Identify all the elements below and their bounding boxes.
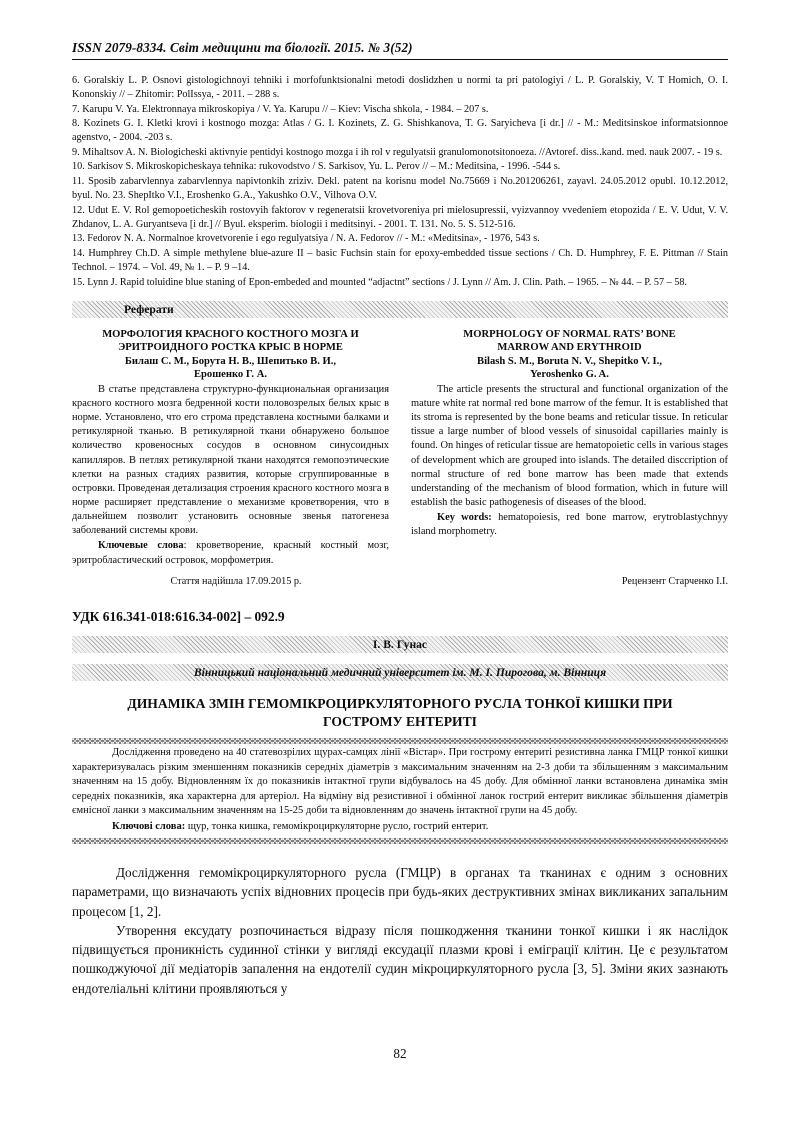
zigzag-divider-bottom: [72, 838, 728, 844]
abstract-title-line: MARROW AND ERYTHROID: [497, 342, 642, 354]
submission-reviewer-row: [72, 576, 728, 587]
affiliation-name: Вінницький національний медичний університет ім. М. І. Пирогова, м. Вінниця: [193, 665, 607, 679]
abstracts-columns: [72, 328, 728, 568]
abstract-title-line: MORPHOLOGY OF NORMAL RATS’ BONE: [463, 328, 676, 340]
abstract-title-line: ЭРИТРОИДНОГО РОСТКА КРЫС В НОРМЕ: [118, 342, 343, 354]
article-keywords-text: щур, тонка кишка, гемомікроциркуляторне русло, гострий ентерит.: [185, 820, 489, 832]
abstract-russian: [72, 328, 389, 568]
abstract-authors-line: Bilash S. M., Boruta N. V., Shepitko V. I.,: [477, 355, 662, 367]
abstract-authors: [72, 355, 389, 382]
body-paragraph: Утворення ексудату розпочинається відразу після пошкодження тканини тонкої кишки і як наслідок підвищується проникність судинної стінки у вигляді ексудації плазми крові і еміграції клітин. Це є результатом пошкоджуючої дії медіаторів запалення на ендотелії судин мікроциркуляторного русла [3, 5]. Зміни яких зазнають ендотеліальні клітини проявляються у: [72, 922, 728, 996]
abstract-keywords: [411, 511, 728, 539]
reference-item: 7. Karupu V. Ya. Elektronnaya mikroskopiya / V. Ya. Karupu // – Kiev: Vischa shkola, - 1984. – 207 s.: [72, 103, 489, 115]
article-title-line: ГОСТРОМУ ЕНТЕРИТІ: [323, 713, 477, 729]
running-head: ISSN 2079-8334. Світ медицини та біології. 2015. № 3(52): [72, 40, 728, 60]
zigzag-divider-top: [72, 738, 728, 744]
page-number: 82: [393, 1046, 407, 1061]
reference-item: 14. Humphrey Ch.D. A simple methylene blue-azure II – basic Fuchsin stain for epoxy-embedded tissue sections / Ch. D. Humphrey, F. E. Pittman // Stain Technol. – 1974. – Vol. 49, № 1. – P. 9 –14.: [72, 247, 728, 274]
article-keywords-label: Ключові слова:: [112, 820, 186, 832]
abstract-body: В статье представлена структурно-функциональная организация красного костного мозга бедренной кости половозрелых белых крыс в норме. Установлено, что его строма представлена костными балками и ретикулярной тканью. В ретикулярной ткани обнаружено большое количество кровеносных сосудов в основном синусоидных капилляров. В петлях ретикулярной ткани находятся гемопоэтические клетки на разных стадиях развития, которые сгруппированные в островки. Проведеная детализация строения красного костного мозга в норме расширяет представление о механизме кроветворения, что в дальнейшем позволит установить основные звенья патогенеза заболеваний системы крови.: [72, 383, 389, 537]
abstract-keywords-text: : кроветворение, красный костный мозг, эритробластический островок, морфометрия.: [72, 540, 390, 566]
abstract-title: [411, 328, 728, 355]
article-abstract: Дослідження проведено на 40 статевозрілих щурах-самцях лінії «Вістар». При гострому ентериті резистивна ланка ГМЦР тонкої кишки характеризувалась різким зменшенням показників середніх діаметрів з максимальним значенням на 2-3 доби та збільшенням з максимальним значенням на 15 добу. Відновленням їх до показників інтактної групи відбувалось на 45 добу. Для обмінної ланки встановлена динаміка змін середніх показників, яка характерна для артеріол. На відміну від резистивної і обмінної ланок гострий ентерит викликає збільшення діаметрів ємнісної ланки з максимальним значенням на 15-25 доби та відновленням до значень інтактної групи на 45 добу.: [72, 747, 728, 817]
article-body: [72, 863, 728, 998]
abstract-english: [411, 328, 728, 568]
author-band: [72, 636, 728, 653]
reference-item: 6. Goralskiy L. P. Osnovi gistologichnoyi tehniki i morfofunktsionalni metodi doslidzhen u normi ta pri patologiyi / L. P. Goralskiy, V. T Homich, O. I. Kononskiy // – Zhitomir: PolIssya, - 2011. – 288 s.: [72, 75, 728, 101]
abstract-keywords-label: Ключевые слова: [98, 540, 184, 552]
abstract-keywords: [72, 539, 389, 567]
abstract-body: The article presents the structural and functional organization of the mature white rat normal red bone marrow of the femur. It is established that its stroma is represented by the bone beams and reticular tissue. In reticular tissue a large number of blood vessels of sinusoidal capillaries mainly is found. On hinges of reticular tissue are hematopoietic cells in various stages of development which are grouped into islands. The detailed disccription of normal structure of red bone marrow has been made that extends understanding of the mechanism of blood formation, which in future will establish the basic pathogenesis of diseases of the blood.: [411, 383, 728, 508]
reviewer-name: Рецензент Старченко І.І.: [621, 575, 728, 587]
abstract-authors-line: Ерошенко Г. А.: [193, 369, 268, 381]
abstracts-section-band: [72, 301, 728, 318]
reference-item: 10. Sarkisov S. Mikroskopicheskaya tehnika: rukovodstvo / S. Sarkisov, Yu. L. Perov // – M.: Meditsina, - 1996. -544 s.: [72, 161, 561, 173]
reference-item: 15. Lynn J. Rapid toluidine blue staning of Epon-embeded and mounted “adjactnt” sections / J. Lynn // Am. J. Clin. Path. – 1965. – № 44. – P. 57 – 58.: [72, 276, 687, 288]
submitted-date: Стаття надійшла 17.09.2015 р.: [170, 575, 302, 587]
article-title: [72, 695, 728, 731]
udc-code: УДК 616.341-018:616.34-002] – 092.9: [72, 608, 285, 624]
article-title-line: ДИНАМІКА ЗМІН ГЕМОМІКРОЦИРКУЛЯТОРНОГО РУСЛА ТОНКОЇ КИШКИ ПРИ: [127, 695, 673, 711]
reference-item: 9. Mihaltsov A. N. Biologicheski aktivnyie pentidyi kostnogo mozga i ih rol v regulyatsii granulomonotsitonoeza. //Avtoref. diss..kand. med. nauk 2007. - 19 s.: [72, 146, 723, 158]
reference-list: [72, 74, 728, 290]
reference-item: 13. Fedorov N. A. Normalnoe krovetvorenie i ego regulyatsiya / N. A. Fedorov // - M.: «Meditsina», - 1976, 543 s.: [72, 233, 540, 245]
abstract-authors: [411, 355, 728, 382]
abstract-title-line: МОРФОЛОГИЯ КРАСНОГО КОСТНОГО МОЗГА И: [102, 328, 359, 340]
abstract-keywords-text: hematopoiesis, red bone marrow, erytroblastychnyy island morphometry.: [411, 512, 728, 538]
abstract-title: [72, 328, 389, 355]
reference-item: 8. Kozinets G. I. Kletki krovi i kostnogo mozga: Atlas / G. I. Kozinets, Z. G. Shishkanova, T. G. Saryicheva [i dr.] // - M.: Meditsinskoe informatsionnoe agenstvo, - 2004. -203 s.: [72, 118, 728, 144]
abstract-keywords-label: Key words:: [437, 512, 492, 524]
abstract-authors-line: Билаш С. М., Борута Н. В., Шепитько В. И.,: [124, 355, 337, 367]
abstracts-section-label: Реферати: [124, 302, 174, 316]
affiliation-band: [72, 664, 728, 681]
body-paragraph: Дослідження гемомікроциркуляторного русла (ГМЦР) в органах та тканинах є одним з основних параметрами, що визначають успіх відновних процесів при будь-яких деструктивних змінах викликаних запальним процесом [1, 2].: [72, 865, 728, 919]
page-content: [72, 40, 728, 998]
reference-item: 11. Sposib zabarvlennya zabarvlennya napivtonkih zriziv. Dekl. patent na korisnu model No.75669 i No.201206261, zayavl. 24.05.2012 opubl. 10.12.2012, byul. No. 23. ShepItko V.I., Eroshenko G.A., Yakushko O.V., Vilhova O.V.: [72, 176, 728, 202]
author-name: І. В. Гунас: [372, 637, 428, 651]
reference-item: 12. Udut E. V. Rol gemopoeticheskih rostovyih faktorov v regeneratsii krovetvoreniya pri mielosupressii, vyizvannoy vvedeniem etopozida / E. V. Udut, V. V. Zhdanov, L. A. Guryantseva [i dr.] // Byul. eksperim. biologii i meditsinyi. - 2001. T. 131. No. 5. S. 512-516.: [72, 204, 728, 230]
abstract-authors-line: Yeroshenko G. A.: [530, 369, 609, 381]
article-keywords: [72, 820, 728, 834]
